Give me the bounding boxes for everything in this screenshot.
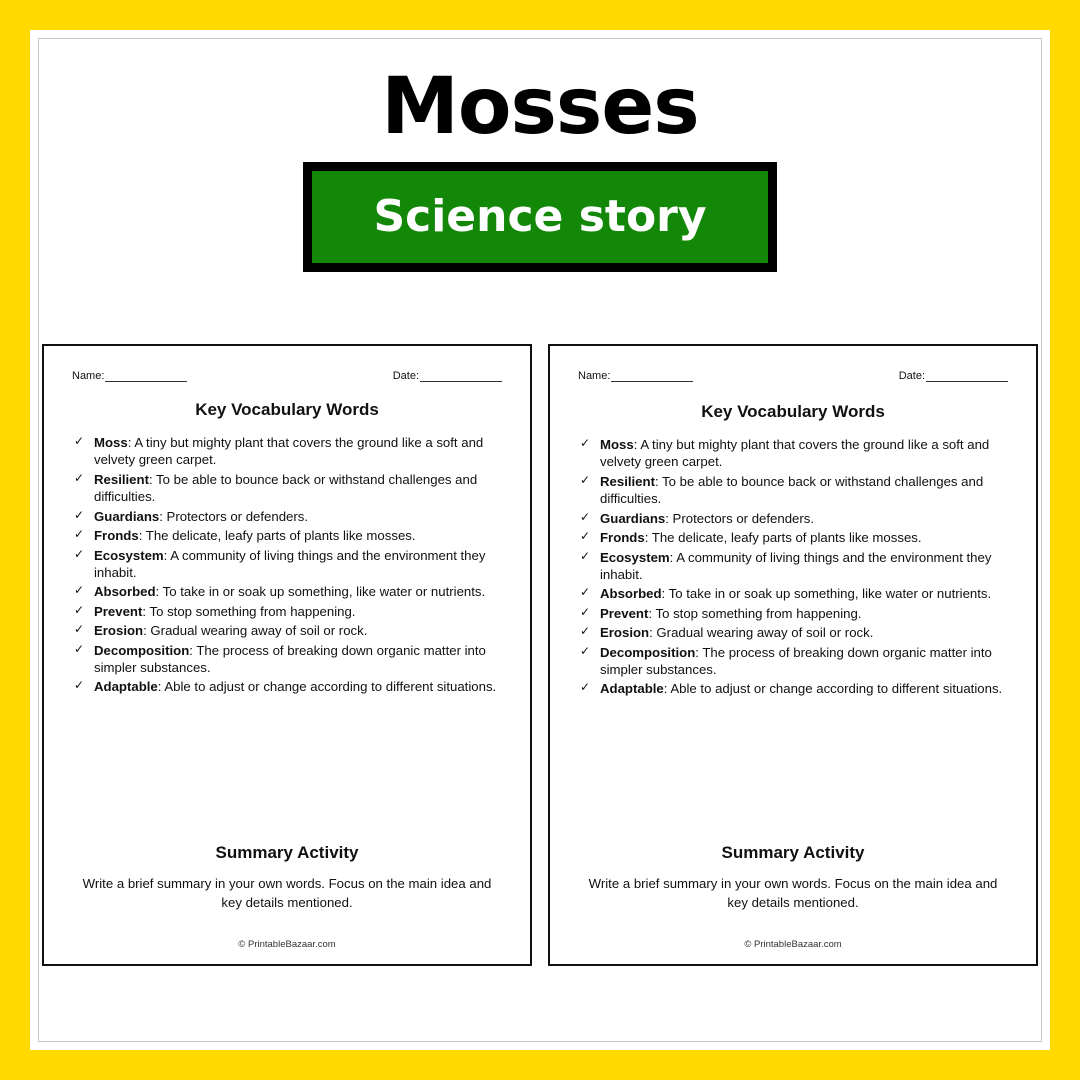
vocab-definition: : To take in or soak up something, like water or nutrients.: [155, 584, 486, 600]
name-input-line[interactable]: [105, 370, 187, 382]
check-icon: ✓: [580, 624, 591, 639]
check-icon: ✓: [74, 434, 85, 448]
list-item: [578, 680, 1008, 697]
vocabulary-heading: Key Vocabulary Words: [195, 400, 379, 419]
vocab-definition: : Able to adjust or change according to different situations.: [663, 681, 1003, 697]
footer-credit: © PrintableBazaar.com: [744, 939, 842, 950]
list-item: [72, 583, 502, 600]
vocab-definition: : To be able to bounce back or withstand challenges and difficulties.: [94, 471, 478, 505]
list-item: [72, 434, 502, 469]
vocab-definition: : A community of living things and the environment they inhabit.: [94, 547, 486, 580]
worksheet-meta-row: [578, 370, 1008, 382]
check-icon: ✓: [74, 507, 85, 522]
vocab-definition: : A tiny but mighty plant that covers the ground like a soft and velvety green carpet.: [600, 437, 990, 470]
vocab-term: Ecosystem: [94, 547, 164, 563]
name-label: Name:: [72, 370, 105, 382]
list-item: [72, 547, 502, 582]
worksheet-meta-row: [72, 370, 502, 382]
vocab-definition: : To stop something from happening.: [648, 605, 862, 621]
subtitle-text: Science story: [373, 191, 707, 242]
vocab-definition: : A community of living things and the environment they inhabit.: [600, 549, 992, 582]
vocab-term: Fronds: [94, 528, 139, 544]
date-field[interactable]: [393, 370, 502, 382]
vocab-term: Ecosystem: [600, 549, 670, 565]
page-title: Mosses: [381, 62, 699, 152]
check-icon: ✓: [580, 472, 591, 487]
name-field[interactable]: [72, 370, 187, 382]
date-input-line[interactable]: [926, 370, 1008, 382]
vocab-definition: : A tiny but mighty plant that covers the ground like a soft and velvety green carpet.: [94, 435, 484, 468]
check-icon: ✓: [74, 641, 85, 656]
vocab-term: Resilient: [94, 471, 149, 487]
summary-description: Write a brief summary in your own words. Focus on the main idea and key details mentioned.: [82, 875, 492, 910]
check-icon: ✓: [74, 602, 85, 617]
date-label: Date:: [392, 370, 419, 382]
page-frame: [30, 30, 1050, 1050]
worksheet-right: [548, 344, 1038, 966]
vocabulary-list: [72, 434, 502, 696]
check-icon: ✓: [74, 546, 85, 561]
vocab-term: Fronds: [600, 530, 645, 546]
vocab-term: Moss: [600, 437, 634, 452]
subtitle-banner: [303, 162, 777, 272]
date-label: Date:: [898, 370, 925, 382]
vocab-definition: : Gradual wearing away of soil or rock.: [143, 623, 368, 639]
check-icon: ✓: [580, 585, 591, 600]
vocab-term: Prevent: [600, 605, 649, 621]
vocab-definition: : The process of breaking down organic matter into simpler substances.: [94, 642, 486, 676]
check-icon: ✓: [580, 529, 591, 544]
list-item: [578, 644, 1008, 679]
vocab-term: Absorbed: [94, 584, 156, 600]
vocab-definition: : To stop something from happening.: [142, 603, 356, 619]
vocab-term: Adaptable: [600, 681, 664, 697]
list-item: [578, 436, 1008, 471]
list-item: [72, 527, 502, 544]
vocab-term: Prevent: [94, 603, 143, 619]
name-input-line[interactable]: [611, 370, 693, 382]
list-item: [578, 473, 1008, 508]
check-icon: ✓: [74, 527, 85, 542]
list-item: [72, 622, 502, 639]
list-item: [72, 642, 502, 677]
list-item: [72, 471, 502, 506]
summary-description: Write a brief summary in your own words. Focus on the main idea and key details mentioned.: [588, 875, 998, 910]
vocab-term: Resilient: [600, 473, 655, 489]
check-icon: ✓: [580, 604, 591, 619]
vocab-term: Moss: [94, 435, 128, 450]
list-item: [578, 510, 1008, 527]
footer-credit: © PrintableBazaar.com: [238, 939, 336, 950]
vocab-definition: : To be able to bounce back or withstand challenges and difficulties.: [600, 473, 984, 507]
check-icon: ✓: [74, 678, 85, 693]
summary-title: Summary Activity: [215, 842, 359, 862]
list-item: [578, 605, 1008, 622]
list-item: [578, 549, 1008, 584]
vocab-definition: : To take in or soak up something, like water or nutrients.: [661, 586, 992, 602]
name-field[interactable]: [578, 370, 693, 382]
vocab-term: Guardians: [600, 510, 666, 526]
vocab-term: Erosion: [600, 625, 650, 641]
vocab-definition: : The process of breaking down organic matter into simpler substances.: [600, 644, 992, 678]
list-item: [72, 508, 502, 525]
date-field[interactable]: [899, 370, 1008, 382]
list-item: [578, 624, 1008, 641]
vocab-definition: : Protectors or defenders.: [159, 508, 309, 524]
check-icon: ✓: [580, 680, 591, 695]
check-icon: ✓: [580, 548, 591, 563]
vocab-definition: : Able to adjust or change according to different situations.: [157, 679, 497, 695]
list-item: [72, 603, 502, 620]
summary-activity: [72, 843, 502, 912]
list-item: [72, 678, 502, 695]
list-item: [578, 585, 1008, 602]
check-icon: ✓: [580, 643, 591, 658]
vocab-term: Absorbed: [600, 586, 662, 602]
vocab-term: Erosion: [94, 623, 144, 639]
vocab-term: Guardians: [94, 508, 160, 524]
summary-title: Summary Activity: [721, 842, 865, 862]
list-item: [578, 529, 1008, 546]
vocab-term: Adaptable: [94, 679, 158, 695]
summary-activity: [578, 843, 1008, 912]
date-input-line[interactable]: [420, 370, 502, 382]
vocab-definition: : The delicate, leafy parts of plants like mosses.: [644, 530, 922, 546]
vocab-definition: : The delicate, leafy parts of plants like mosses.: [138, 528, 416, 544]
check-icon: ✓: [74, 470, 85, 485]
name-label: Name:: [578, 370, 611, 382]
vocabulary-list: [578, 436, 1008, 698]
worksheet-container: [42, 344, 1038, 966]
check-icon: ✓: [580, 509, 591, 524]
vocab-term: Decomposition: [600, 644, 696, 660]
check-icon: ✓: [580, 436, 591, 450]
vocab-term: Decomposition: [94, 642, 190, 658]
vocabulary-heading: Key Vocabulary Words: [701, 402, 885, 421]
vocab-definition: : Protectors or defenders.: [665, 510, 815, 526]
vocab-definition: : Gradual wearing away of soil or rock.: [649, 625, 874, 641]
worksheet-left: [42, 344, 532, 966]
check-icon: ✓: [74, 583, 85, 598]
check-icon: ✓: [74, 622, 85, 637]
